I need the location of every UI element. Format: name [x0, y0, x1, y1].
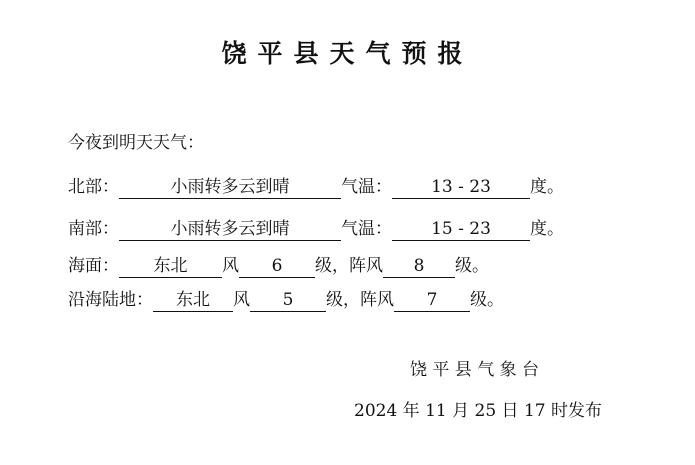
coast-level-suffix: 级，阵风	[326, 290, 394, 310]
intro-text	[68, 131, 204, 155]
sea-gust-suffix: 级。	[455, 256, 489, 276]
sea-gust-level: 8	[383, 255, 455, 278]
north-temp-unit: 度。	[530, 177, 564, 197]
sea-wind-level: 6	[239, 255, 315, 278]
sea-wind-direction: 东北	[119, 255, 222, 278]
south-label: 南部：	[68, 219, 119, 239]
page-title: 饶平县天气预报	[221, 39, 474, 68]
coast-wind-level: 5	[250, 289, 326, 312]
sea-forecast-row	[68, 254, 489, 278]
coast-wind-label: 风	[233, 290, 250, 310]
north-label: 北部：	[68, 177, 119, 197]
coast-gust-suffix: 级。	[470, 290, 504, 310]
north-weather-value: 小雨转多云到晴	[119, 176, 341, 199]
issue-date: 2024 年 11 月 25 日 17 时发布	[354, 401, 602, 421]
coast-wind-direction: 东北	[153, 289, 233, 312]
sea-level-suffix: 级，阵风	[315, 256, 383, 276]
south-temp-label: 气温：	[341, 219, 392, 239]
sea-wind-label: 风	[222, 256, 239, 276]
issuer-name: 饶 平 县 气 象 台	[410, 360, 540, 380]
intro-label: 今夜到明天天气：	[68, 133, 204, 153]
north-forecast-row	[68, 175, 564, 199]
south-weather-value: 小雨转多云到晴	[119, 218, 341, 241]
north-temp-label: 气温：	[341, 177, 392, 197]
coast-forecast-row	[68, 288, 504, 312]
south-temp-unit: 度。	[530, 219, 564, 239]
coast-gust-level: 7	[394, 289, 470, 312]
coast-label: 沿海陆地：	[68, 290, 153, 310]
south-forecast-row	[68, 217, 564, 241]
north-temp-value: 13 - 23	[392, 176, 530, 199]
south-temp-value: 15 - 23	[392, 218, 530, 241]
sea-label: 海面：	[68, 256, 119, 276]
